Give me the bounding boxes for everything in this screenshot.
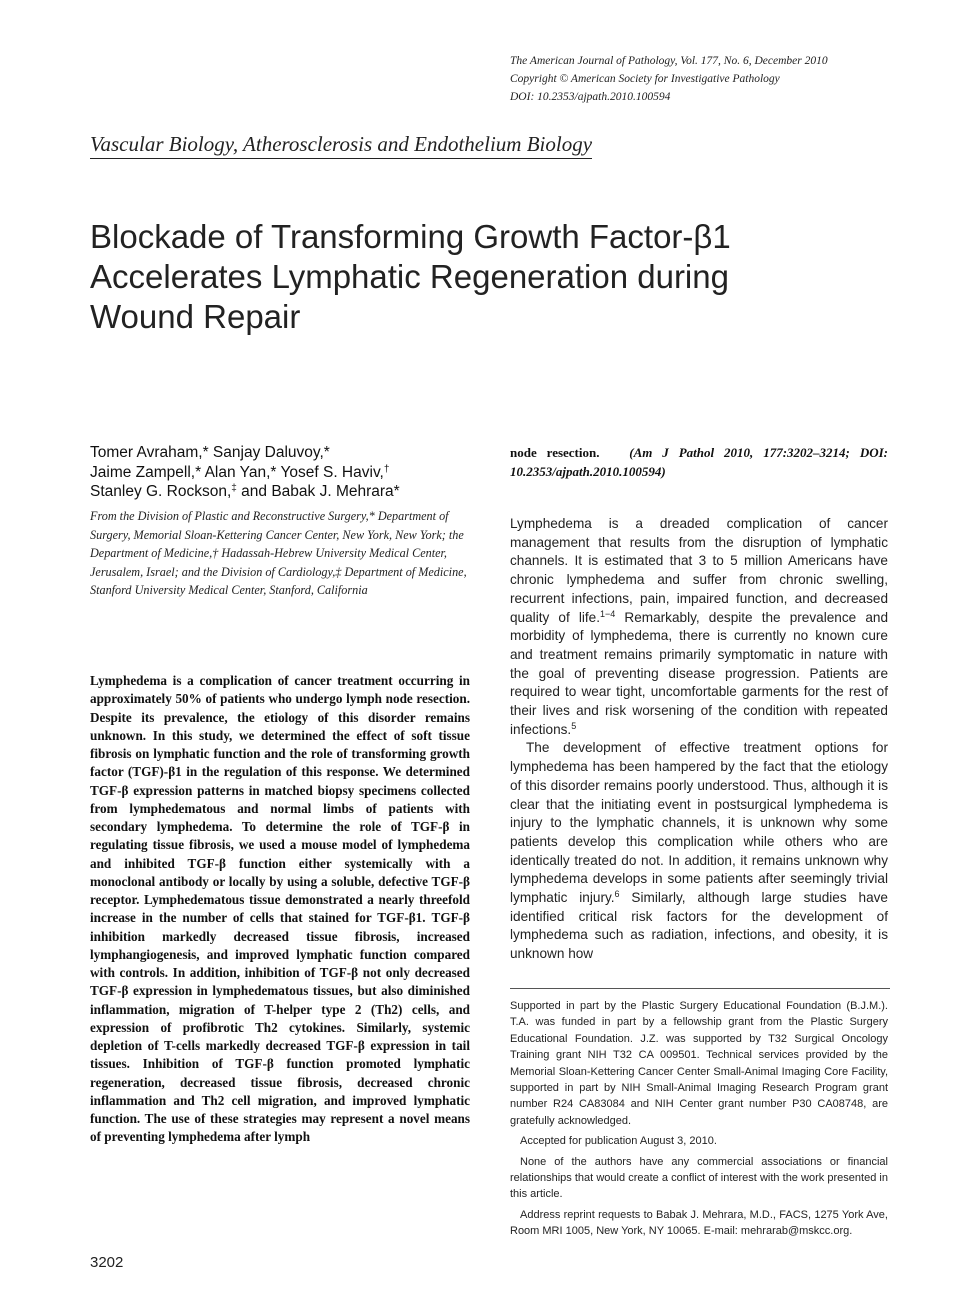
journal-header: [510, 52, 910, 106]
journal-copyright: Copyright © American Society for Investigative Pathology: [510, 73, 780, 85]
paragraph-text: Remarkably, despite the prevalence and morbidity of lymphedema, there is currently no known cure and treatment remains primarily symptomatic in nature with the goal of preventing disease progression. Patients are required to wear tight, uncomfortable garments for the rest of their lives and risk worsening of the condition with repeated infections.: [510, 609, 888, 737]
author-name: and Babak J. Mehrara: [236, 483, 394, 500]
reference-marker: 5: [571, 720, 577, 731]
author-mark: *: [202, 444, 209, 461]
reference-marker: 1−4: [600, 608, 616, 619]
body-text: [510, 515, 888, 964]
affiliation: From the Division of Plastic and Reconstructive Surgery,* Department of Surgery, Memorial Sloan-Kettering Cancer Center, New York, New York; the Department of Medicine,† Hadassah-Hebrew University Medical Center, Jerusalem, Israel; and the Division of Cardiology,‡ Department of Medicine, Stanford University Medical Center, Stanford, California: [90, 509, 467, 598]
author-name: Alan Yan,: [201, 463, 271, 481]
title-line-2: Accelerates Lymphatic Regeneration during: [90, 258, 729, 295]
paragraph-text: Lymphedema is a dreaded complication of cancer management that results from the disruption of lymphatic channels. It is estimated that 3 to 5 million Americans have chronic lymphedema and suffer from chronic swelling, recurrent infections, pain, impaired function, and decreased quality of life.: [510, 516, 888, 625]
footnote-accepted: Accepted for publication August 3, 2010.: [520, 1135, 717, 1148]
footnote-support: Supported in part by the Plastic Surgery Educational Foundation (B.J.M.). T.A. was funded in part by a fellowship grant from the Plastic Surgery Educational Foundation. J.Z. was supported by T32 Surgical Oncology Training grant NIH T32 CA 009501. Technical services provided by the Memorial Sloan-Kettering Cancer Center Small-Animal Imaging Core Facility, supported in part by NIH Small-Animal Imaging Research Program grant number R24 CA83084 and NIH Center grant number P30 CA08748, are gratefully acknowledged.: [510, 1000, 888, 1127]
author-line-2: [90, 463, 480, 483]
article-citation: [510, 443, 888, 481]
citation-lead: node resection.: [510, 445, 600, 460]
author-name: Stanley G. Rockson,: [90, 483, 232, 500]
article-title: [90, 217, 890, 337]
author-mark: *: [393, 483, 400, 500]
author-mark: *: [195, 463, 202, 481]
author-name: Jaime Zampell,: [90, 463, 196, 481]
author-mark: †: [383, 463, 390, 475]
body-paragraph-1: [510, 515, 888, 739]
footnotes: [510, 998, 888, 1244]
body-paragraph-2: [510, 739, 888, 963]
paragraph-text: Similarly, although large studies have identified critical risk factors for the development of lymphedema such as radiation, infections, and obesity, it is unknown how: [510, 890, 888, 962]
author-mark: *: [270, 463, 277, 481]
author-list: [90, 443, 480, 502]
footnote-reprint: Address reprint requests to Babak J. Mehrara, M.D., FACS, 1275 York Ave, Room MRI 1005, New York, NY 10065. E-mail: mehrarab@mskcc.org.: [510, 1208, 888, 1238]
journal-doi: DOI: 10.2353/ajpath.2010.100594: [510, 91, 671, 103]
title-line-1: Blockade of Transforming Growth Factor-β1: [90, 218, 731, 255]
reference-marker: 6: [614, 889, 620, 900]
author-name: Tomer Avraham,: [90, 444, 203, 461]
author-mark: ‡: [231, 483, 237, 494]
author-mark: *: [323, 444, 330, 461]
title-line-3: Wound Repair: [90, 298, 301, 335]
author-line-3: [90, 482, 480, 502]
section-title: Vascular Biology, Atherosclerosis and Endothelium Biology: [90, 132, 592, 159]
paragraph-text: The development of effective treatment options for lymphedema has been hampered by the fact that the etiology of this disorder remains poorly understood. Thus, although it is clear that the initiating event in postsurgical lymphedema is injury to the lymphatic channels, it is unknown why some patients develop this complication while others who are identically treated do not. In addition, it remains unknown why lymphedema develops in some patients after seemingly trivial lymphatic injury.: [510, 740, 888, 906]
author-name: Sanjay Daluvoy,: [208, 444, 324, 461]
abstract: Lymphedema is a complication of cancer treatment occurring in approximately 50% of patients who undergo lymph node resection. Despite its prevalence, the etiology of this disorder remains unknown. In this study, we determined the effect of soft tissue fibrosis on lymphatic function and the role of transforming growth factor (TGF)-β1 in the regulation of this response. We determined TGF-β expression patterns in matched biopsy specimens collected from lymphedematous and normal limbs of patients with secondary lymphedema. To determine the role of TGF-β in regulating tissue fibrosis, we used a mouse model of lymphedema and inhibited TGF-β function either systemically with a monoclonal antibody or locally by using a soluble, defective TGF-β receptor. Lymphedematous tissue demonstrated a nearly threefold increase in the number of cells that stained for TGF-β1. TGF-β inhibition markedly decreased tissue fibrosis, increased lymphangiogenesis, and improved lymphatic function compared with controls. In addition, inhibition of TGF-β not only decreased TGF-β expression in lymphedematous tissues, but also diminished inflammation, migration of T-helper type 2 (Th2) cells, and expression of profibrotic Th2 cytokines. Similarly, systemic depletion of T-cells markedly decreased TGF-β expression in tail tissues. Inhibition of TGF-β function promoted lymphatic regeneration, decreased tissue fibrosis, decreased chronic inflammation and Th2 cell migration, and improved lymphatic function. The use of these strategies may represent a novel means of preventing lymphedema after lymph: [90, 673, 470, 1145]
footnote-conflict: None of the authors have any commercial associations or financial relationships that would create a conflict of interest with the work presented in this article.: [510, 1155, 888, 1201]
citation-reference: (Am J Pathol 2010, 177:3202–3214; DOI: 10.2353/ajpath.2010.100594): [510, 445, 888, 479]
author-line-1: [90, 443, 480, 463]
author-name: Yosef S. Haviv,: [276, 463, 384, 481]
page-number: 3202: [90, 1254, 124, 1271]
footnote-divider: [510, 988, 890, 989]
journal-citation: The American Journal of Pathology, Vol. 177, No. 6, December 2010: [510, 55, 828, 67]
